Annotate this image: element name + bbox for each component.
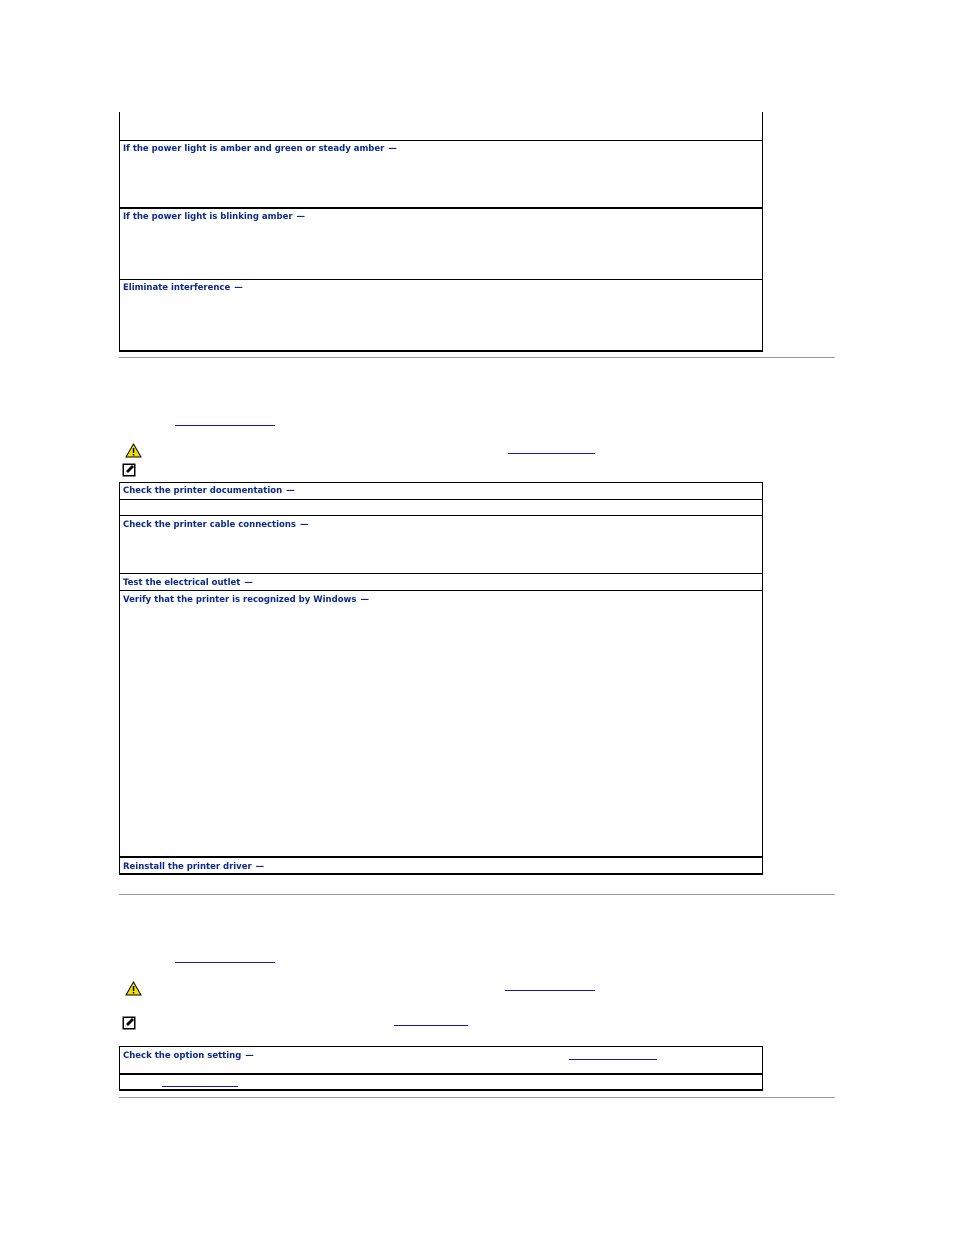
row-label-reinstall-printer-driver: Reinstall the printer driver — [123,862,265,872]
row-label-test-electrical-outlet: Test the electrical outlet — [123,578,253,588]
row-label-check-option-setting: Check the option setting — [123,1051,254,1061]
row-label-eliminate-interference: Eliminate interference — [123,283,243,293]
link-underline[interactable] [569,1059,657,1060]
row-label-check-printer-cable: Check the printer cable connections — [123,520,309,530]
link-underline[interactable] [175,962,275,963]
note-pencil-icon [122,463,136,477]
note-pencil-icon [122,1016,136,1030]
table-divider [119,856,763,858]
table-divider [119,140,763,141]
table-divider [119,499,763,500]
table-top-border [119,482,763,483]
caution-triangle-icon [125,981,142,996]
link-underline[interactable] [508,453,595,454]
table-divider [119,1073,763,1075]
caution-triangle-icon [125,443,142,458]
table-divider [119,515,763,516]
table-bottom-border [119,350,763,352]
table-divider [119,573,763,574]
link-underline[interactable] [175,425,275,426]
table-bottom-border [119,873,763,875]
table-section-2 [119,482,763,875]
row-label-check-printer-documentation: Check the printer documentation — [123,486,295,496]
row-label-power-blinking-amber: If the power light is blinking amber — [123,212,306,222]
table-bottom-border [119,1089,763,1091]
table-divider [119,279,763,280]
link-underline[interactable] [505,990,595,991]
table-divider [119,590,763,591]
link-underline[interactable] [394,1025,468,1026]
section-separator [119,894,835,895]
table-divider [119,207,763,209]
row-label-power-amber-green: If the power light is amber and green or steady amber — [123,144,397,154]
section-separator [119,357,835,358]
row-label-verify-printer-recognized: Verify that the printer is recognized by Windows — [123,595,369,605]
table-top-border [119,1046,763,1047]
link-underline[interactable] [162,1086,238,1087]
section-separator [119,1097,835,1098]
